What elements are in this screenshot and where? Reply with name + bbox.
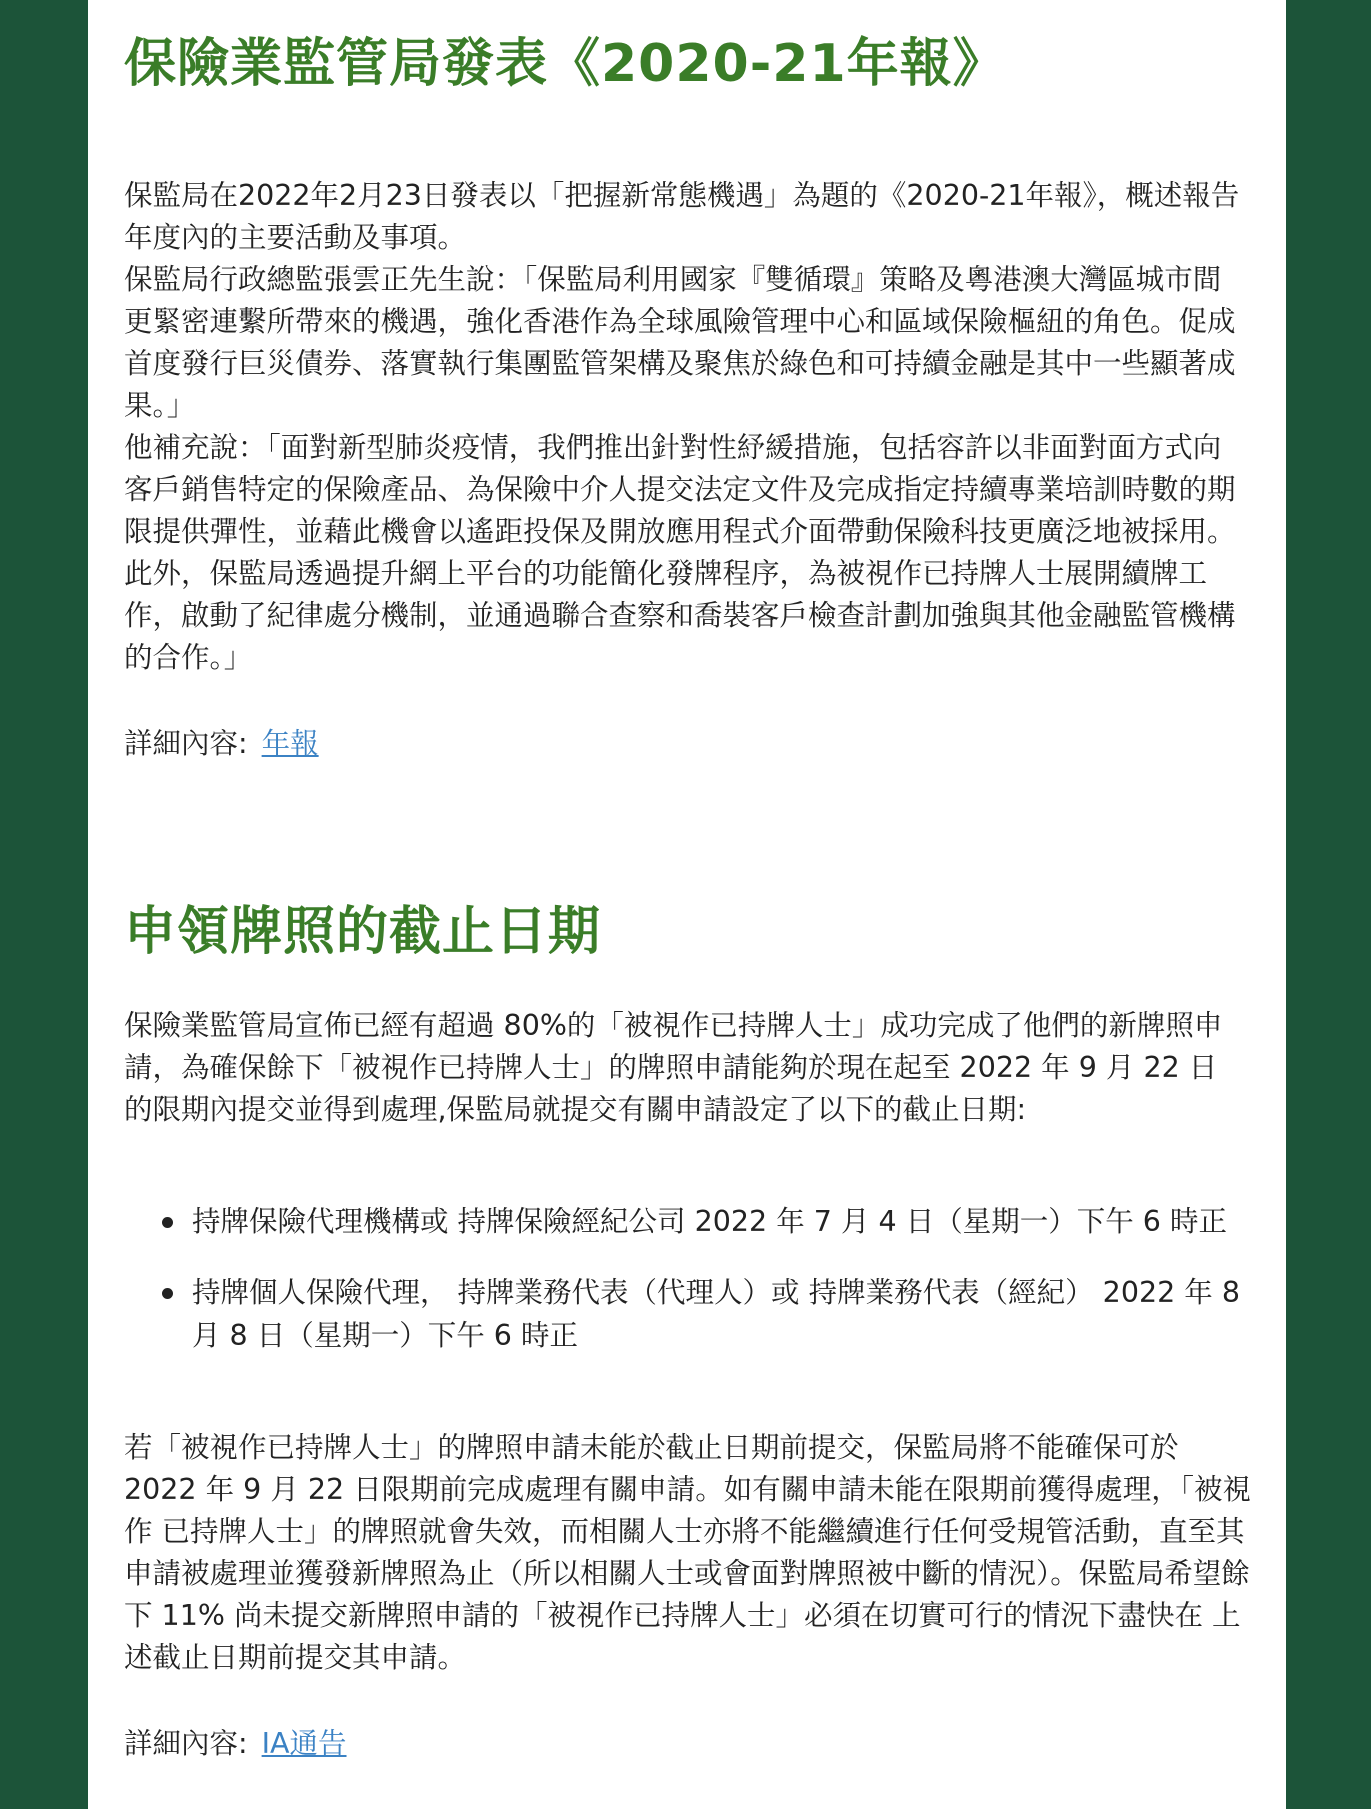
list-item xyxy=(124,1271,1254,1357)
licence-deadline-paragraph-2: 若「被視作已持牌人士」的牌照申請未能於截止日期前提交，保監局將不能確保可於 2022 年 9 月 22 日限期前完成處理有關申請。如有關申請未能在限期前獲得處理，「被視作 已持牌人士」的牌照就會失效，而相關人士亦將不能繼續進行任何受規管活動，直至其 申請被處理並獲發新牌照為止（所以相關人士或會面對牌照被中斷的情況）。保監局希望餘下 11% 尚未提交新牌照申請的「被視作已持牌人士」必須在切實可行的情況下盡快在 上述截止日期前提交其申請。 xyxy=(124,1431,1251,1674)
licence-deadline-intro xyxy=(124,1005,1244,1131)
annual-report-paragraph-3: 他補充說：「面對新型肺炎疫情，我們推出針對性紓緩措施，包括容許以非面對面方式向客戶銷售特定的保險產品、為保險中介人提交法定文件及完成指定持續專業培訓時數的期限提供彈性，並藉此機會以遙距投保及開放應用程式介面帶動保險科技更廣泛地被採用。此外，保監局透過提升網上平台的功能簡化發牌程序，為被視作已持牌人士展開續牌工作，啟動了紀律處分機制，並通過聯合查察和喬裝客戶檢查計劃加強與其他金融監管機構的合作。」 xyxy=(124,431,1236,674)
section-title-licence-deadline: 申領牌照的截止日期 xyxy=(124,902,602,962)
annual-report-paragraph-2: 保監局行政總監張雲正先生說：「保監局利用國家『雙循環』策略及粵港澳大灣區城市間更緊密連繫所帶來的機遇，強化香港作為全球風險管理中心和區域保險樞紐的角色。促成首度發行巨災債券、落實執行集團監管架構及聚焦於綠色和可持續金融是其中一些顯著成果。」 xyxy=(124,263,1236,422)
deadline-list xyxy=(124,1200,1254,1385)
annual-report-paragraph-1: 保監局在2022年2月23日發表以「把握新常態機遇」為題的《2020-21年報》，概述報告年度內的主要活動及事項。 xyxy=(124,179,1240,254)
bullet-icon xyxy=(162,1288,173,1299)
bullet-icon xyxy=(162,1217,173,1228)
list-item xyxy=(124,1200,1254,1243)
more-details-label: 詳細內容: xyxy=(124,727,248,760)
deadline-item-text: 持牌個人保險代理， 持牌業務代表（代理人）或 持牌業務代表（經紀） 2022 年 8 月 8 日（星期一）下午 6 時正 xyxy=(192,1276,1240,1352)
section-title-annual-report: 保險業監管局發表《2020-21年報》 xyxy=(124,34,1006,94)
ia-circular-link[interactable]: IA通告 xyxy=(261,1727,347,1760)
licence-deadline-paragraph-1: 保險業監管局宣佈已經有超過 80%的「被視作已持牌人士」成功完成了他們的新牌照申請，為確保餘下「被視作已持牌人士」的牌照申請能夠於現在起至 2022 年 9 月 22 日的限期內提交並得到處理,保監局就提交有關申請設定了以下的截止日期: xyxy=(124,1009,1223,1126)
more-details-label: 詳細內容: xyxy=(124,1727,248,1760)
licence-deadline-notice xyxy=(124,1427,1254,1679)
annual-report-more-row xyxy=(124,723,319,765)
licence-more-row xyxy=(124,1723,347,1765)
annual-report-body xyxy=(124,175,1244,679)
article-page xyxy=(88,0,1286,1809)
annual-report-link[interactable]: 年報 xyxy=(261,727,319,760)
deadline-item-text: 持牌保險代理機構或 持牌保險經紀公司 2022 年 7 月 4 日（星期一）下午 6 時正 xyxy=(192,1205,1227,1238)
